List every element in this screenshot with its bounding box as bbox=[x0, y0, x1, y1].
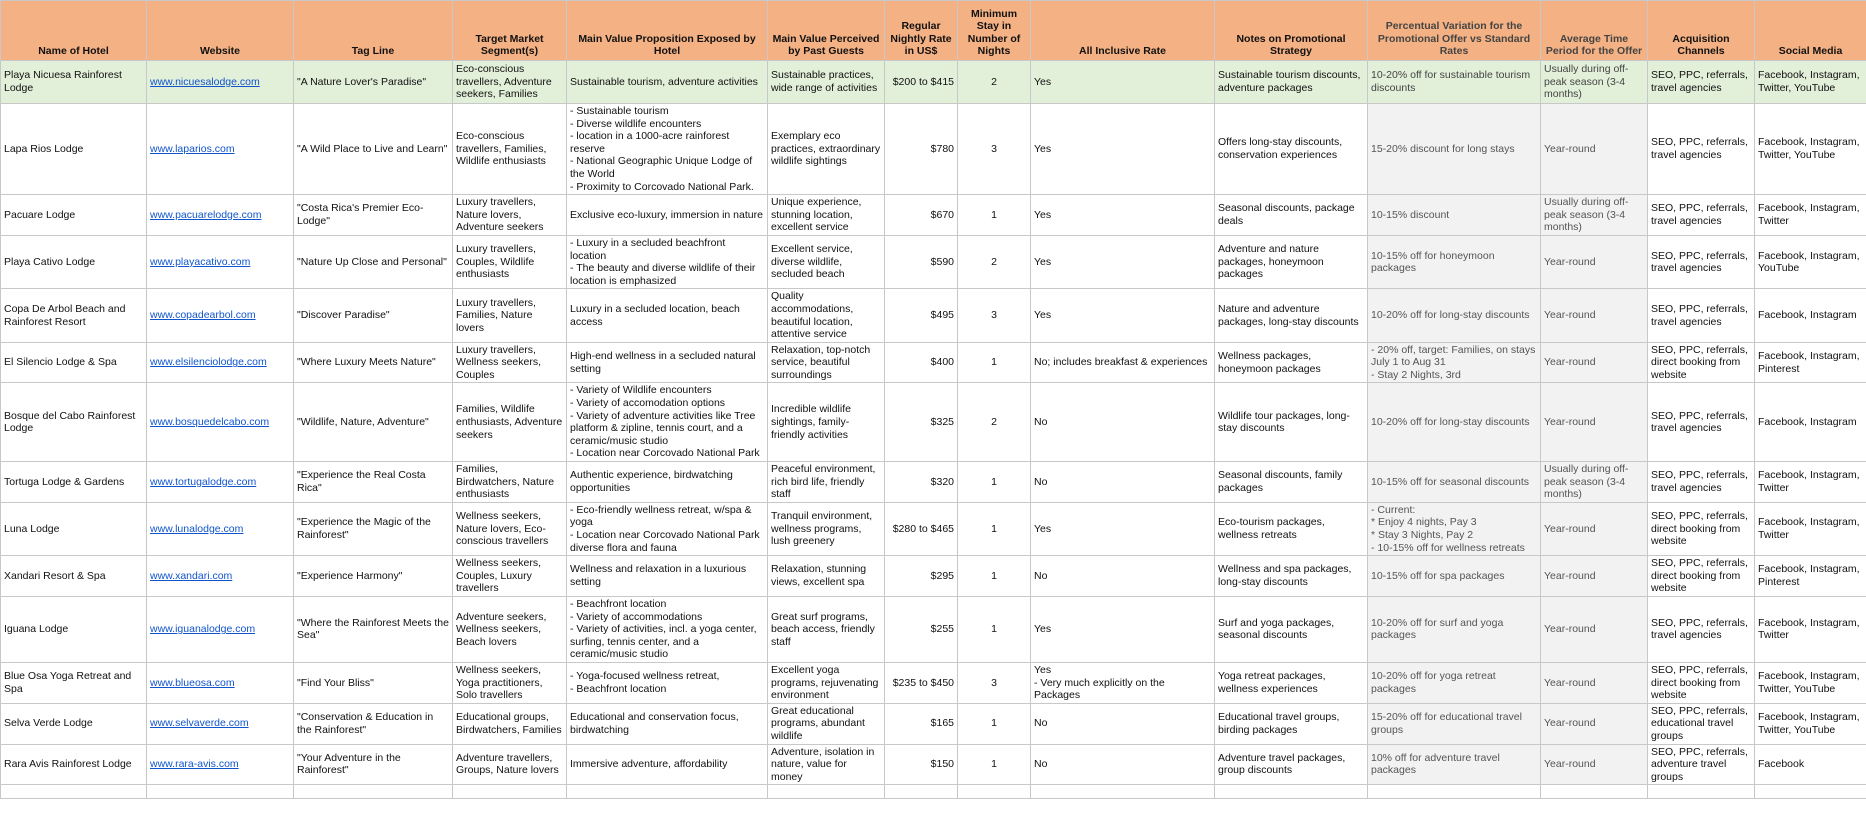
cell-website-link[interactable] bbox=[147, 596, 294, 662]
cell-nightly-rate[interactable]: $495 bbox=[885, 289, 958, 342]
cell-value-proposition[interactable]: Immersive adventure, affordability bbox=[567, 744, 768, 785]
cell-perceived-value[interactable]: Relaxation, stunning views, excellent spa bbox=[768, 556, 885, 597]
cell-percentual-variation[interactable]: 10-20% off for long-stay discounts bbox=[1368, 289, 1541, 342]
cell-minimum-stay[interactable]: 2 bbox=[958, 383, 1031, 462]
cell-tag-line[interactable]: "Costa Rica's Premier Eco-Lodge" bbox=[294, 195, 453, 236]
cell-all-inclusive[interactable]: No bbox=[1031, 462, 1215, 503]
website-link[interactable]: www.copadearbol.com bbox=[150, 309, 256, 322]
cell-target-market[interactable]: Luxury travellers, Nature lovers, Adventure seekers bbox=[453, 195, 567, 236]
cell-minimum-stay[interactable]: 2 bbox=[958, 61, 1031, 104]
cell-minimum-stay[interactable]: 1 bbox=[958, 195, 1031, 236]
cell-promo-notes[interactable]: Seasonal discounts, family packages bbox=[1215, 462, 1368, 503]
cell-time-period[interactable]: Year-round bbox=[1541, 556, 1648, 597]
header-target-market[interactable]: Target Market Segment(s) bbox=[453, 1, 567, 61]
cell-value-proposition[interactable]: Luxury in a secluded location, beach access bbox=[567, 289, 768, 342]
empty-cell[interactable] bbox=[1755, 785, 1866, 799]
cell-promo-notes[interactable]: Yoga retreat packages, wellness experiences bbox=[1215, 662, 1368, 703]
cell-perceived-value[interactable]: Great surf programs, beach access, friendly staff bbox=[768, 596, 885, 662]
cell-perceived-value[interactable]: Relaxation, top-notch service, beautiful surroundings bbox=[768, 342, 885, 383]
cell-acquisition-channels[interactable]: SEO, PPC, referrals, travel agencies bbox=[1648, 61, 1755, 104]
cell-all-inclusive[interactable]: Yes - Very much explicitly on the Packages bbox=[1031, 662, 1215, 703]
cell-nightly-rate[interactable]: $165 bbox=[885, 703, 958, 744]
cell-promo-notes[interactable]: Wellness packages, honeymoon packages bbox=[1215, 342, 1368, 383]
cell-minimum-stay[interactable]: 1 bbox=[958, 556, 1031, 597]
cell-value-proposition[interactable]: - Luxury in a secluded beachfront location - The beauty and diverse wildlife of their location is emphasized bbox=[567, 235, 768, 288]
empty-cell[interactable] bbox=[1215, 785, 1368, 799]
cell-perceived-value[interactable]: Quality accommodations, beautiful location, attentive service bbox=[768, 289, 885, 342]
cell-tag-line[interactable]: "Discover Paradise" bbox=[294, 289, 453, 342]
cell-acquisition-channels[interactable]: SEO, PPC, referrals, travel agencies bbox=[1648, 462, 1755, 503]
cell-percentual-variation[interactable]: - 20% off, target: Families, on stays July 1 to Aug 31 - Stay 2 Nights, 3rd bbox=[1368, 342, 1541, 383]
cell-minimum-stay[interactable]: 3 bbox=[958, 662, 1031, 703]
cell-time-period[interactable]: Year-round bbox=[1541, 104, 1648, 195]
cell-tag-line[interactable]: "Your Adventure in the Rainforest" bbox=[294, 744, 453, 785]
cell-tag-line[interactable]: "Wildlife, Nature, Adventure" bbox=[294, 383, 453, 462]
cell-hotel-name[interactable]: Pacuare Lodge bbox=[1, 195, 147, 236]
table-row bbox=[1, 662, 1866, 703]
cell-website-link[interactable] bbox=[147, 703, 294, 744]
cell-perceived-value[interactable]: Unique experience, stunning location, excellent service bbox=[768, 195, 885, 236]
website-link[interactable]: www.selvaverde.com bbox=[150, 717, 249, 730]
cell-social-media[interactable]: Facebook, Instagram, Twitter bbox=[1755, 596, 1866, 662]
website-link[interactable]: www.rara-avis.com bbox=[150, 758, 239, 771]
cell-time-period[interactable]: Year-round bbox=[1541, 744, 1648, 785]
cell-website-link[interactable] bbox=[147, 104, 294, 195]
table-row bbox=[1, 596, 1866, 662]
cell-tag-line[interactable]: "Where the Rainforest Meets the Sea" bbox=[294, 596, 453, 662]
cell-perceived-value[interactable]: Peaceful environment, rich bird life, friendly staff bbox=[768, 462, 885, 503]
cell-value-proposition[interactable]: Educational and conservation focus, birdwatching bbox=[567, 703, 768, 744]
cell-promo-notes[interactable]: Offers long-stay discounts, conservation experiences bbox=[1215, 104, 1368, 195]
cell-target-market[interactable]: Wellness seekers, Couples, Luxury travellers bbox=[453, 556, 567, 597]
empty-cell[interactable] bbox=[1648, 785, 1755, 799]
table-row bbox=[1, 502, 1866, 555]
header-promo-notes[interactable]: Notes on Promotional Strategy bbox=[1215, 1, 1368, 61]
empty-cell[interactable] bbox=[958, 785, 1031, 799]
cell-all-inclusive[interactable]: Yes bbox=[1031, 289, 1215, 342]
cell-acquisition-channels[interactable]: SEO, PPC, referrals, travel agencies bbox=[1648, 195, 1755, 236]
cell-social-media[interactable]: Facebook, Instagram, Twitter bbox=[1755, 502, 1866, 555]
header-nightly-rate[interactable]: Regular Nightly Rate in US$ bbox=[885, 1, 958, 61]
cell-minimum-stay[interactable]: 1 bbox=[958, 596, 1031, 662]
website-link[interactable]: www.bosquedelcabo.com bbox=[150, 415, 270, 428]
website-link[interactable]: www.nicuesalodge.com bbox=[150, 75, 260, 88]
cell-nightly-rate[interactable]: $235 to $450 bbox=[885, 662, 958, 703]
cell-acquisition-channels[interactable]: SEO, PPC, referrals, travel agencies bbox=[1648, 383, 1755, 462]
table-row bbox=[1, 195, 1866, 236]
cell-all-inclusive[interactable]: Yes bbox=[1031, 195, 1215, 236]
header-minimum-stay[interactable]: Minimum Stay in Number of Nights bbox=[958, 1, 1031, 61]
cell-time-period[interactable]: Year-round bbox=[1541, 289, 1648, 342]
cell-social-media[interactable]: Facebook, Instagram, Twitter, YouTube bbox=[1755, 104, 1866, 195]
website-link[interactable]: www.laparios.com bbox=[150, 142, 235, 155]
cell-acquisition-channels[interactable]: SEO, PPC, referrals, direct booking from website bbox=[1648, 556, 1755, 597]
table-row bbox=[1, 104, 1866, 195]
cell-minimum-stay[interactable]: 1 bbox=[958, 744, 1031, 785]
cell-promo-notes[interactable]: Wellness and spa packages, long-stay discounts bbox=[1215, 556, 1368, 597]
cell-hotel-name[interactable]: Playa Nicuesa Rainforest Lodge bbox=[1, 61, 147, 104]
cell-hotel-name[interactable]: Lapa Rios Lodge bbox=[1, 104, 147, 195]
cell-all-inclusive[interactable]: No bbox=[1031, 703, 1215, 744]
empty-cell[interactable] bbox=[1541, 785, 1648, 799]
cell-nightly-rate[interactable]: $780 bbox=[885, 104, 958, 195]
cell-social-media[interactable]: Facebook, Instagram, Pinterest bbox=[1755, 342, 1866, 383]
cell-website-link[interactable] bbox=[147, 289, 294, 342]
table-row bbox=[1, 383, 1866, 462]
cell-acquisition-channels[interactable]: SEO, PPC, referrals, educational travel groups bbox=[1648, 703, 1755, 744]
empty-cell[interactable] bbox=[453, 785, 567, 799]
cell-minimum-stay[interactable]: 1 bbox=[958, 703, 1031, 744]
cell-percentual-variation[interactable]: 10% off for adventure travel packages bbox=[1368, 744, 1541, 785]
cell-website-link[interactable] bbox=[147, 556, 294, 597]
cell-website-link[interactable] bbox=[147, 744, 294, 785]
cell-value-proposition[interactable]: - Yoga-focused wellness retreat, - Beachfront location bbox=[567, 662, 768, 703]
cell-time-period[interactable]: Year-round bbox=[1541, 235, 1648, 288]
cell-promo-notes[interactable]: Educational travel groups, birding packages bbox=[1215, 703, 1368, 744]
cell-minimum-stay[interactable]: 1 bbox=[958, 342, 1031, 383]
cell-hotel-name[interactable]: Rara Avis Rainforest Lodge bbox=[1, 744, 147, 785]
cell-target-market[interactable]: Families, Birdwatchers, Nature enthusiasts bbox=[453, 462, 567, 503]
cell-promo-notes[interactable]: Eco-tourism packages, wellness retreats bbox=[1215, 502, 1368, 555]
cell-value-proposition[interactable]: Authentic experience, birdwatching opportunities bbox=[567, 462, 768, 503]
empty-cell[interactable] bbox=[1, 785, 147, 799]
cell-all-inclusive[interactable]: Yes bbox=[1031, 235, 1215, 288]
cell-target-market[interactable]: Eco-conscious travellers, Families, Wildlife enthusiasts bbox=[453, 104, 567, 195]
website-link[interactable]: www.xandari.com bbox=[150, 569, 233, 582]
cell-minimum-stay[interactable]: 2 bbox=[958, 235, 1031, 288]
cell-value-proposition[interactable]: - Beachfront location - Variety of accommodations - Variety of activities, incl. a yoga center, surfing, tennis center, and a ceramic/music studio bbox=[567, 596, 768, 662]
cell-hotel-name[interactable]: Bosque del Cabo Rainforest Lodge bbox=[1, 383, 147, 462]
cell-nightly-rate[interactable]: $280 to $465 bbox=[885, 502, 958, 555]
cell-social-media[interactable]: Facebook, Instagram, Pinterest bbox=[1755, 556, 1866, 597]
header-social-media[interactable]: Social Media bbox=[1755, 1, 1866, 61]
cell-minimum-stay[interactable]: 3 bbox=[958, 289, 1031, 342]
cell-nightly-rate[interactable]: $320 bbox=[885, 462, 958, 503]
cell-acquisition-channels[interactable]: SEO, PPC, referrals, travel agencies bbox=[1648, 596, 1755, 662]
cell-all-inclusive[interactable]: Yes bbox=[1031, 61, 1215, 104]
cell-perceived-value[interactable]: Incredible wildlife sightings, family-friendly activities bbox=[768, 383, 885, 462]
cell-target-market[interactable]: Wellness seekers, Nature lovers, Eco-conscious travellers bbox=[453, 502, 567, 555]
cell-acquisition-channels[interactable]: SEO, PPC, referrals, direct booking from website bbox=[1648, 502, 1755, 555]
cell-percentual-variation[interactable]: 10-15% off for spa packages bbox=[1368, 556, 1541, 597]
cell-website-link[interactable] bbox=[147, 61, 294, 104]
cell-time-period[interactable]: Year-round bbox=[1541, 662, 1648, 703]
cell-acquisition-channels[interactable]: SEO, PPC, referrals, adventure travel groups bbox=[1648, 744, 1755, 785]
table-row bbox=[1, 556, 1866, 597]
cell-hotel-name[interactable]: Copa De Arbol Beach and Rainforest Resort bbox=[1, 289, 147, 342]
cell-tag-line[interactable]: "Where Luxury Meets Nature" bbox=[294, 342, 453, 383]
empty-cell[interactable] bbox=[147, 785, 294, 799]
cell-hotel-name[interactable]: Iguana Lodge bbox=[1, 596, 147, 662]
cell-all-inclusive[interactable]: No bbox=[1031, 556, 1215, 597]
cell-website-link[interactable] bbox=[147, 383, 294, 462]
cell-percentual-variation[interactable]: 15-20% discount for long stays bbox=[1368, 104, 1541, 195]
table-row bbox=[1, 703, 1866, 744]
cell-all-inclusive[interactable]: No bbox=[1031, 744, 1215, 785]
cell-percentual-variation[interactable]: 10-15% off for seasonal discounts bbox=[1368, 462, 1541, 503]
cell-target-market[interactable]: Families, Wildlife enthusiasts, Adventure seekers bbox=[453, 383, 567, 462]
table-row bbox=[1, 744, 1866, 785]
cell-acquisition-channels[interactable]: SEO, PPC, referrals, direct booking from website bbox=[1648, 342, 1755, 383]
cell-value-proposition[interactable]: Sustainable tourism, adventure activities bbox=[567, 61, 768, 104]
cell-perceived-value[interactable]: Sustainable practices, wide range of activities bbox=[768, 61, 885, 104]
header-percentual-variation[interactable]: Percentual Variation for the Promotional Offer vs Standard Rates bbox=[1368, 1, 1541, 61]
cell-promo-notes[interactable]: Nature and adventure packages, long-stay discounts bbox=[1215, 289, 1368, 342]
table-row bbox=[1, 289, 1866, 342]
cell-all-inclusive[interactable]: Yes bbox=[1031, 104, 1215, 195]
cell-hotel-name[interactable]: El Silencio Lodge & Spa bbox=[1, 342, 147, 383]
website-link[interactable]: www.iguanalodge.com bbox=[150, 623, 256, 636]
cell-time-period[interactable]: Usually during off-peak season (3-4 months) bbox=[1541, 195, 1648, 236]
cell-nightly-rate[interactable]: $255 bbox=[885, 596, 958, 662]
website-link[interactable]: www.playacativo.com bbox=[150, 255, 251, 268]
cell-minimum-stay[interactable]: 1 bbox=[958, 502, 1031, 555]
table-row bbox=[1, 235, 1866, 288]
cell-website-link[interactable] bbox=[147, 195, 294, 236]
cell-acquisition-channels[interactable]: SEO, PPC, referrals, travel agencies bbox=[1648, 104, 1755, 195]
website-link[interactable]: www.tortugalodge.com bbox=[150, 475, 257, 488]
cell-tag-line[interactable]: "Nature Up Close and Personal" bbox=[294, 235, 453, 288]
header-row bbox=[1, 1, 1866, 61]
cell-time-period[interactable]: Year-round bbox=[1541, 703, 1648, 744]
header-perceived-value[interactable]: Main Value Perceived by Past Guests bbox=[768, 1, 885, 61]
cell-perceived-value[interactable]: Great educational programs, abundant wildlife bbox=[768, 703, 885, 744]
cell-nightly-rate[interactable]: $295 bbox=[885, 556, 958, 597]
table-row bbox=[1, 342, 1866, 383]
cell-value-proposition[interactable]: - Variety of Wildlife encounters - Variety of accomodation options - Variety of adventure activities like Tree platform & zipline, tennis court, and a ceramic/music studio - Location near Corcovado National Park bbox=[567, 383, 768, 462]
cell-hotel-name[interactable]: Selva Verde Lodge bbox=[1, 703, 147, 744]
cell-website-link[interactable] bbox=[147, 235, 294, 288]
cell-time-period[interactable]: Year-round bbox=[1541, 342, 1648, 383]
cell-minimum-stay[interactable]: 1 bbox=[958, 462, 1031, 503]
cell-social-media[interactable]: Facebook, Instagram bbox=[1755, 289, 1866, 342]
cell-target-market[interactable]: Educational groups, Birdwatchers, Families bbox=[453, 703, 567, 744]
website-link[interactable]: www.elsilenciolodge.com bbox=[150, 356, 267, 369]
cell-time-period[interactable]: Year-round bbox=[1541, 596, 1648, 662]
cell-website-link[interactable] bbox=[147, 502, 294, 555]
cell-tag-line[interactable]: "Experience the Real Costa Rica" bbox=[294, 462, 453, 503]
empty-cell[interactable] bbox=[885, 785, 958, 799]
cell-promo-notes[interactable]: Sustainable tourism discounts, adventure packages bbox=[1215, 61, 1368, 104]
cell-minimum-stay[interactable]: 3 bbox=[958, 104, 1031, 195]
cell-promo-notes[interactable]: Seasonal discounts, package deals bbox=[1215, 195, 1368, 236]
cell-all-inclusive[interactable]: No; includes breakfast & experiences bbox=[1031, 342, 1215, 383]
cell-tag-line[interactable]: "Experience Harmony" bbox=[294, 556, 453, 597]
table-body bbox=[1, 61, 1866, 799]
cell-perceived-value[interactable]: Excellent service, diverse wildlife, secluded beach bbox=[768, 235, 885, 288]
cell-social-media[interactable]: Facebook, Instagram bbox=[1755, 383, 1866, 462]
header-name-of-hotel[interactable]: Name of Hotel bbox=[1, 1, 147, 61]
cell-all-inclusive[interactable]: No bbox=[1031, 383, 1215, 462]
cell-social-media[interactable]: Facebook, Instagram, Twitter, YouTube bbox=[1755, 662, 1866, 703]
cell-value-proposition[interactable]: - Sustainable tourism - Diverse wildlife encounters - location in a 1000-acre rainforest reserve - National Geographic Unique Lodge of the World - Proximity to Corcovado National Park. bbox=[567, 104, 768, 195]
cell-nightly-rate[interactable]: $670 bbox=[885, 195, 958, 236]
empty-cell[interactable] bbox=[567, 785, 768, 799]
cell-time-period[interactable]: Usually during off-peak season (3-4 months) bbox=[1541, 61, 1648, 104]
cell-social-media[interactable]: Facebook bbox=[1755, 744, 1866, 785]
cell-tag-line[interactable]: "Experience the Magic of the Rainforest" bbox=[294, 502, 453, 555]
cell-percentual-variation[interactable]: 10-20% off for sustainable tourism discounts bbox=[1368, 61, 1541, 104]
cell-perceived-value[interactable]: Exemplary eco practices, extraordinary wildlife sightings bbox=[768, 104, 885, 195]
cell-tag-line[interactable]: "A Wild Place to Live and Learn" bbox=[294, 104, 453, 195]
header-value-proposition[interactable]: Main Value Proposition Exposed by Hotel bbox=[567, 1, 768, 61]
cell-hotel-name[interactable]: Xandari Resort & Spa bbox=[1, 556, 147, 597]
header-time-period[interactable]: Average Time Period for the Offer bbox=[1541, 1, 1648, 61]
cell-tag-line[interactable]: "Conservation & Education in the Rainforest" bbox=[294, 703, 453, 744]
empty-row bbox=[1, 785, 1866, 799]
cell-acquisition-channels[interactable]: SEO, PPC, referrals, travel agencies bbox=[1648, 289, 1755, 342]
cell-percentual-variation[interactable]: 10-15% discount bbox=[1368, 195, 1541, 236]
cell-tag-line[interactable]: "Find Your Bliss" bbox=[294, 662, 453, 703]
cell-social-media[interactable]: Facebook, Instagram, Twitter, YouTube bbox=[1755, 61, 1866, 104]
cell-nightly-rate[interactable]: $400 bbox=[885, 342, 958, 383]
empty-cell[interactable] bbox=[294, 785, 453, 799]
cell-promo-notes[interactable]: Wildlife tour packages, long-stay discounts bbox=[1215, 383, 1368, 462]
table-row bbox=[1, 61, 1866, 104]
cell-acquisition-channels[interactable]: SEO, PPC, referrals, direct booking from website bbox=[1648, 662, 1755, 703]
cell-hotel-name[interactable]: Luna Lodge bbox=[1, 502, 147, 555]
table-row bbox=[1, 462, 1866, 503]
cell-acquisition-channels[interactable]: SEO, PPC, referrals, travel agencies bbox=[1648, 235, 1755, 288]
cell-target-market[interactable]: Luxury travellers, Wellness seekers, Couples bbox=[453, 342, 567, 383]
cell-percentual-variation[interactable]: 10-20% off for long-stay discounts bbox=[1368, 383, 1541, 462]
cell-target-market[interactable]: Luxury travellers, Couples, Wildlife enthusiasts bbox=[453, 235, 567, 288]
cell-target-market[interactable]: Adventure seekers, Wellness seekers, Beach lovers bbox=[453, 596, 567, 662]
cell-website-link[interactable] bbox=[147, 462, 294, 503]
cell-nightly-rate[interactable]: $325 bbox=[885, 383, 958, 462]
cell-all-inclusive[interactable]: Yes bbox=[1031, 596, 1215, 662]
empty-cell[interactable] bbox=[1368, 785, 1541, 799]
header-acquisition-channels[interactable]: Acquisition Channels bbox=[1648, 1, 1755, 61]
cell-social-media[interactable]: Facebook, Instagram, YouTube bbox=[1755, 235, 1866, 288]
header-all-inclusive[interactable]: All Inclusive Rate bbox=[1031, 1, 1215, 61]
cell-time-period[interactable]: Year-round bbox=[1541, 383, 1648, 462]
cell-time-period[interactable]: Year-round bbox=[1541, 502, 1648, 555]
cell-target-market[interactable]: Wellness seekers, Yoga practitioners, Solo travellers bbox=[453, 662, 567, 703]
cell-value-proposition[interactable]: Wellness and relaxation in a luxurious setting bbox=[567, 556, 768, 597]
header-tag-line[interactable]: Tag Line bbox=[294, 1, 453, 61]
cell-perceived-value[interactable]: Excellent yoga programs, rejuvenating environment bbox=[768, 662, 885, 703]
cell-perceived-value[interactable]: Adventure, isolation in nature, value for money bbox=[768, 744, 885, 785]
cell-percentual-variation[interactable]: - Current: * Enjoy 4 nights, Pay 3 * Stay 3 Nights, Pay 2 - 10-15% off for wellness retreats bbox=[1368, 502, 1541, 555]
cell-all-inclusive[interactable]: Yes bbox=[1031, 502, 1215, 555]
cell-hotel-name[interactable]: Blue Osa Yoga Retreat and Spa bbox=[1, 662, 147, 703]
cell-social-media[interactable]: Facebook, Instagram, Twitter, YouTube bbox=[1755, 703, 1866, 744]
website-link[interactable]: www.pacuarelodge.com bbox=[150, 208, 262, 221]
cell-nightly-rate[interactable]: $150 bbox=[885, 744, 958, 785]
cell-target-market[interactable]: Adventure travellers, Groups, Nature lovers bbox=[453, 744, 567, 785]
cell-value-proposition[interactable]: Exclusive eco-luxury, immersion in nature bbox=[567, 195, 768, 236]
cell-promo-notes[interactable]: Surf and yoga packages, seasonal discounts bbox=[1215, 596, 1368, 662]
cell-target-market[interactable]: Eco-conscious travellers, Adventure seekers, Families bbox=[453, 61, 567, 104]
cell-social-media[interactable]: Facebook, Instagram, Twitter bbox=[1755, 195, 1866, 236]
website-link[interactable]: www.blueosa.com bbox=[150, 676, 235, 689]
cell-nightly-rate[interactable]: $590 bbox=[885, 235, 958, 288]
cell-tag-line[interactable]: "A Nature Lover's Paradise" bbox=[294, 61, 453, 104]
cell-percentual-variation[interactable]: 10-20% off for surf and yoga packages bbox=[1368, 596, 1541, 662]
cell-social-media[interactable]: Facebook, Instagram, Twitter bbox=[1755, 462, 1866, 503]
empty-cell[interactable] bbox=[768, 785, 885, 799]
cell-percentual-variation[interactable]: 15-20% off for educational travel groups bbox=[1368, 703, 1541, 744]
cell-nightly-rate[interactable]: $200 to $415 bbox=[885, 61, 958, 104]
empty-cell[interactable] bbox=[1031, 785, 1215, 799]
header-website[interactable]: Website bbox=[147, 1, 294, 61]
cell-perceived-value[interactable]: Tranquil environment, wellness programs, lush greenery bbox=[768, 502, 885, 555]
cell-hotel-name[interactable]: Tortuga Lodge & Gardens bbox=[1, 462, 147, 503]
cell-percentual-variation[interactable]: 10-20% off for yoga retreat packages bbox=[1368, 662, 1541, 703]
cell-percentual-variation[interactable]: 10-15% off for honeymoon packages bbox=[1368, 235, 1541, 288]
website-link[interactable]: www.lunalodge.com bbox=[150, 522, 244, 535]
cell-website-link[interactable] bbox=[147, 662, 294, 703]
cell-target-market[interactable]: Luxury travellers, Families, Nature lovers bbox=[453, 289, 567, 342]
cell-promo-notes[interactable]: Adventure and nature packages, honeymoon packages bbox=[1215, 235, 1368, 288]
cell-promo-notes[interactable]: Adventure travel packages, group discounts bbox=[1215, 744, 1368, 785]
cell-value-proposition[interactable]: High-end wellness in a secluded natural setting bbox=[567, 342, 768, 383]
cell-value-proposition[interactable]: - Eco-friendly wellness retreat, w/spa & yoga - Location near Corcovado National Park diverse flora and fauna bbox=[567, 502, 768, 555]
cell-time-period[interactable]: Usually during off-peak season (3-4 months) bbox=[1541, 462, 1648, 503]
cell-hotel-name[interactable]: Playa Cativo Lodge bbox=[1, 235, 147, 288]
cell-website-link[interactable] bbox=[147, 342, 294, 383]
